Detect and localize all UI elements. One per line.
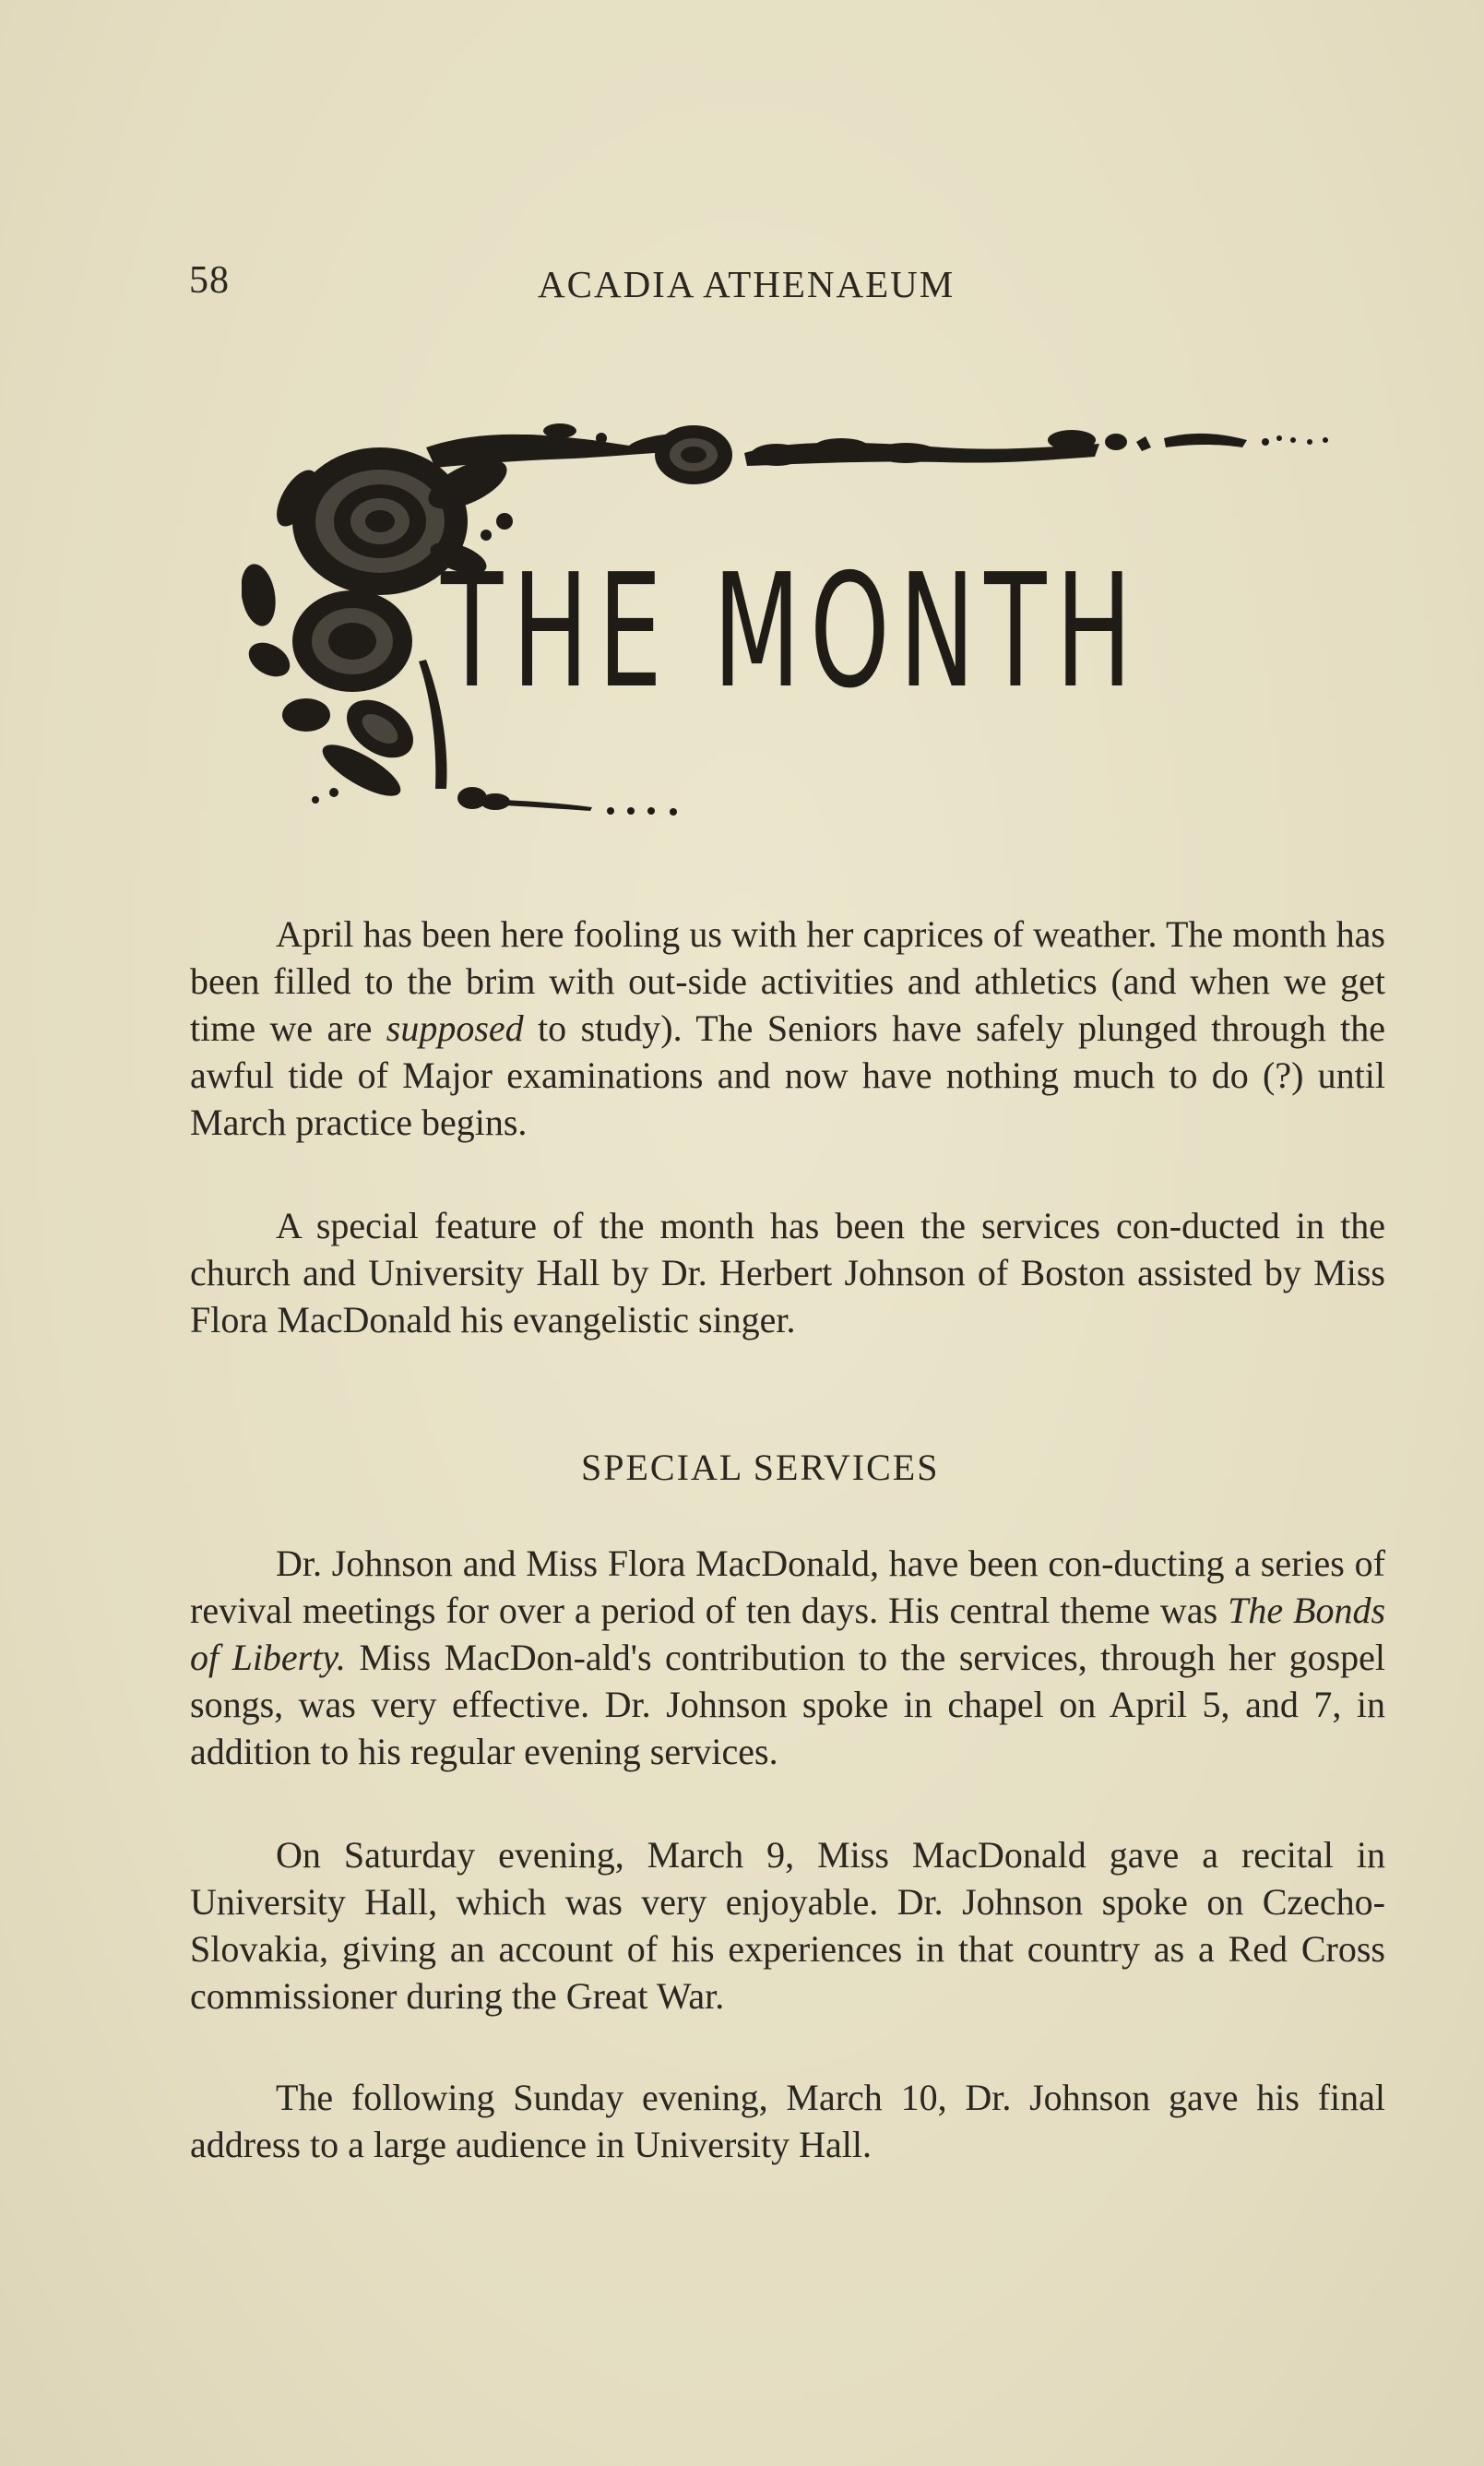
paragraph-4: On Saturday evening, March 9, Miss MacDonald gave a recital in University Hall, which was very enjoyable. Dr. Johnson spoke on Czecho-Slovakia, giving an account of his experiences in that country as a Red Cross commissioner during the Great War. <box>190 1834 1385 2017</box>
paragraph-5: The following Sunday evening, March 10, Dr. Johnson gave his final address to a large audience in University Hall. <box>190 2077 1385 2165</box>
paragraph-1-text-b: to study). The Seniors have safely plunged through the awful tide of Major examinations and now have nothing much to do (?) until March practice begins. <box>190 1007 1386 1143</box>
section-heading: SPECIAL SERVICES <box>581 1447 940 1488</box>
paragraph-3-text-b: Miss MacDon-ald's contribution to the services, through her gospel songs, was very effective. Dr. Johnson spoke in chapel on April 5, and 7, in addition to his regular evening services. <box>190 1637 1385 1772</box>
masthead-title: THE MONTH <box>441 541 1142 723</box>
paragraph-1-text-a: April has been here fooling us with her caprices of weather. The month has been filled to the brim with out-side activities and athletics (and when we get time we are <box>190 913 1385 1049</box>
paragraph-1 <box>190 911 1385 1146</box>
paragraph-1-emphasis: supposed <box>386 1007 524 1049</box>
paragraph-2: A special feature of the month has been the services con-ducted in the church and University Hall by Dr. Herbert Johnson of Boston assisted by Miss Flora MacDonald his evangelistic singer. <box>190 1205 1385 1340</box>
paragraph-3-emphasis: The Bonds of Liberty. <box>190 1590 1386 1678</box>
page-number: 58 <box>189 259 230 302</box>
running-head: ACADIA ATHENAEUM <box>538 263 956 305</box>
paragraph-3 <box>190 1540 1385 1775</box>
paragraph-3-text-a: Dr. Johnson and Miss Flora MacDonald, have been con-ducting a series of revival meetings for over a period of ten days. His central theme was <box>190 1543 1385 1631</box>
